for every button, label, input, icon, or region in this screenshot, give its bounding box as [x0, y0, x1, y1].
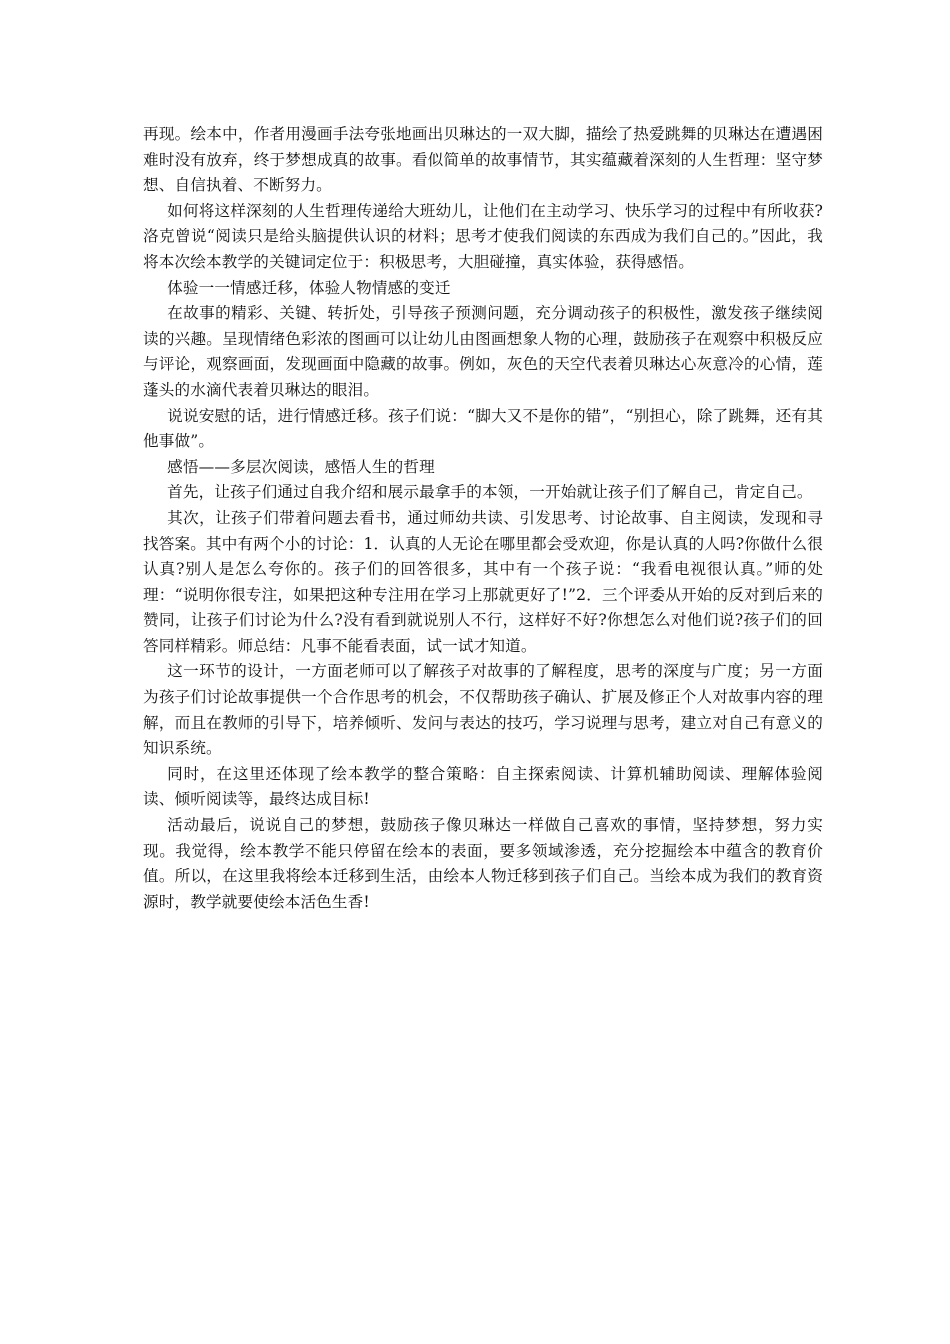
paragraph-conclusion: 活动最后，说说自己的梦想，鼓励孩子像贝琳达一样做自己喜欢的事情，坚持梦想，努力实现。我觉得，绘本教学不能只停留在绘本的表面，要多领域渗透，充分挖掘绘本中蕴含的教育价值。所以，在这里我将绘本迁移到生活，由绘本人物迁移到孩子们自己。当绘本成为我们的教育资源时，教学就要使绘本活色生香! [143, 816, 823, 911]
paragraph-first: 首先，让孩子们通过自我介绍和展示最拿手的本领，一开始就让孩子们了解自己，肯定自己。 [167, 483, 813, 502]
section-heading-insight: 感悟——多层次阅读，感悟人生的哲理 [167, 457, 435, 476]
paragraph-strategy: 同时，在这里还体现了绘本教学的整合策略：自主探索阅读、计算机辅助阅读、理解体验阅读、倾听阅读等，最终达成目标! [143, 764, 823, 809]
document-body [143, 122, 823, 915]
paragraph-second: 其次，让孩子们带着问题去看书，通过师幼共读、引发思考、讨论故事、自主阅读，发现和寻找答案。其中有两个小的讨论：1．认真的人无论在哪里都会受欢迎，你是认真的人吗?你做什么很认真?别人是怎么夸你的。孩子们的回答很多，其中有一个孩子说：“我看电视很认真。”师的处理：“说明你很专注，如果把这种专注用在学习上那就更好了!”2．三个评委从开始的反对到后来的赞同，让孩子们讨论为什么?没有看到就说别人不行，这样好不好?你想怎么对他们说?孩子们的回答同样精彩。师总结：凡事不能看表面，试一试才知道。 [143, 508, 823, 655]
paragraph-teaching-keywords: 如何将这样深刻的人生哲理传递给大班幼儿，让他们在主动学习、快乐学习的过程中有所收获?洛克曾说“阅读只是给头脑提供认识的材料；思考才使我们阅读的东西成为我们自己的。”因此，我将本次绘本教学的关键词定位于：积极思考，大胆碰撞，真实体验，获得感悟。 [143, 201, 823, 271]
paragraph-prediction: 在故事的精彩、关键、转折处，引导孩子预测问题，充分调动孩子的积极性，激发孩子继续阅读的兴趣。呈现情绪色彩浓的图画可以让幼儿由图画想象人物的心理，鼓励孩子在观察中积极反应与评论，观察画面，发现画面中隐藏的故事。例如，灰色的天空代表着贝琳达心灰意冷的心情，莲蓬头的水滴代表着贝琳达的眼泪。 [143, 304, 823, 399]
section-heading-experience: 体验一一情感迁移，体验人物情感的变迁 [167, 278, 451, 297]
paragraph-comfort-words: 说说安慰的话，进行情感迁移。孩子们说：“脚大又不是你的错”，“别担心，除了跳舞，还有其他事做”。 [143, 406, 823, 451]
paragraph-intro-continued: 再现。绘本中，作者用漫画手法夸张地画出贝琳达的一双大脚，描绘了热爱跳舞的贝琳达在遭遇困难时没有放弃，终于梦想成真的故事。看似简单的故事情节，其实蕴藏着深刻的人生哲理：坚守梦想、自信执着、不断努力。 [143, 125, 823, 195]
paragraph-design: 这一环节的设计，一方面老师可以了解孩子对故事的了解程度，思考的深度与广度；另一方面为孩子们讨论故事提供一个合作思考的机会，不仅帮助孩子确认、扩展及修正个人对故事内容的理解，而且在教师的引导下，培养倾听、发问与表达的技巧，学习说理与思考，建立对自己有意义的知识系统。 [143, 662, 823, 758]
